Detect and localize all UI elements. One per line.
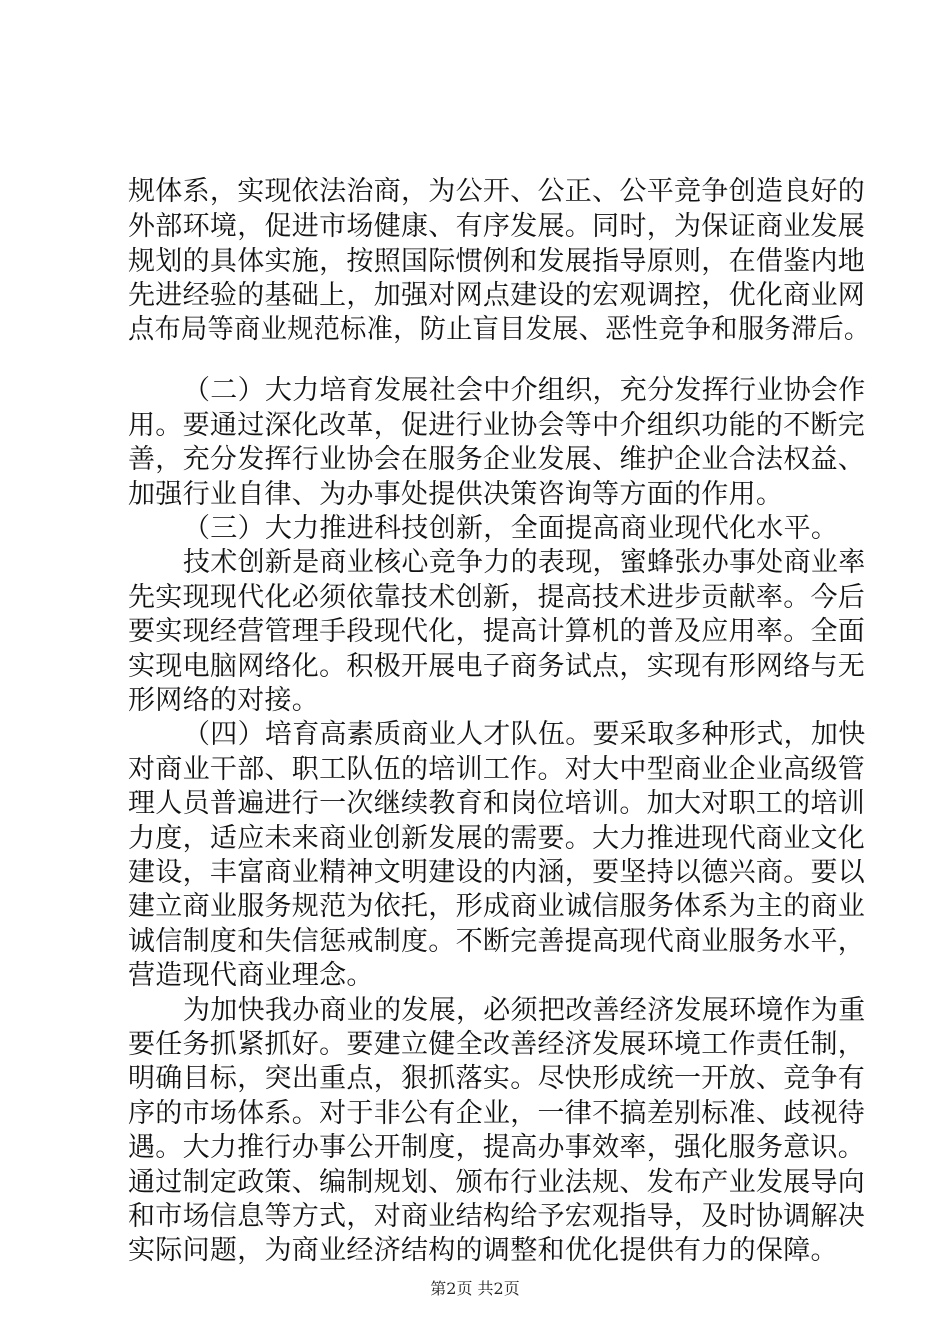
text-line: 实际问题，为商业经济结构的调整和优化提供有力的保障。 [128,1235,838,1266]
text-line: 形网络的对接。 [128,685,320,716]
text-line: 明确目标，突出重点，狠抓落实。尽快形成统一开放、竞争有 [128,1063,866,1094]
text-line: 外部环境，促进市场健康、有序发展。同时，为保证商业发展 [128,211,866,242]
text-line: 遇。大力推行办事公开制度，提高办事效率，强化服务意识。 [128,1132,866,1163]
text-line: 要实现经营管理手段现代化，提高计算机的普及应用率。全面 [128,616,866,647]
text-line: 善，充分发挥行业协会在服务企业发展、维护企业合法权益、 [128,444,866,475]
text-line: 用。要通过深化改革，促进行业协会等中介组织功能的不断完 [128,410,866,441]
text-line: 对商业干部、职工队伍的培训工作。对大中型商业企业高级管 [128,754,866,785]
text-line: 通过制定政策、编制规划、颁布行业法规、发布产业发展导向 [128,1167,866,1198]
text-line: 理人员普遍进行一次继续教育和岗位培训。加大对职工的培训 [128,788,866,819]
text-line: 加强行业自律、为办事处提供决策咨询等方面的作用。 [128,479,784,510]
text-line: 实现电脑网络化。积极开展电子商务试点，实现有形网络与无 [128,651,866,682]
text-line: 先实现现代化必须依靠技术创新，提高技术进步贡献率。今后 [128,582,866,613]
text-line: 先进经验的基础上，加强对网点建设的宏观调控，优化商业网 [128,280,866,311]
text-line: 诚信制度和失信惩戒制度。不断完善提高现代商业服务水平， [128,926,866,957]
page-number-footer: 第2页 共2页 [430,1279,520,1298]
text-line: 建设，丰富商业精神文明建设的内涵，要坚持以德兴商。要以 [128,857,866,888]
text-line: 技术创新是商业核心竞争力的表现，蜜蜂张办事处商业率 [183,547,866,578]
section-heading: （四）培育高素质商业人才队伍。要采取多种形式，加快 [183,719,866,750]
text-line: 和市场信息等方式，对商业结构给予宏观指导，及时协调解决 [128,1201,866,1232]
text-line: 力度，适应未来商业创新发展的需要。大力推进现代商业文化 [128,823,866,854]
text-line: 建立商业服务规范为依托，形成商业诚信服务体系为主的商业 [128,891,866,922]
section-heading: （二）大力培育发展社会中介组织，充分发挥行业协会作 [183,375,866,406]
text-line: 为加快我办商业的发展，必须把改善经济发展环境作为重 [183,995,866,1026]
section-heading: （三）大力推进科技创新，全面提高商业现代化水平。 [183,513,839,544]
text-line: 规划的具体实施，按照国际惯例和发展指导原则，在借鉴内地 [128,246,866,277]
text-line: 规体系，实现依法治商，为公开、公正、公平竞争创造良好的 [128,176,866,207]
text-line: 营造现代商业理念。 [128,960,374,991]
text-line: 点布局等商业规范标准，防止盲目发展、恶性竞争和服务滞后。 [128,314,871,345]
text-line: 序的市场体系。对于非公有企业，一律不搞差别标准、歧视待 [128,1098,866,1129]
text-line: 要任务抓紧抓好。要建立健全改善经济发展环境工作责任制， [128,1029,866,1060]
